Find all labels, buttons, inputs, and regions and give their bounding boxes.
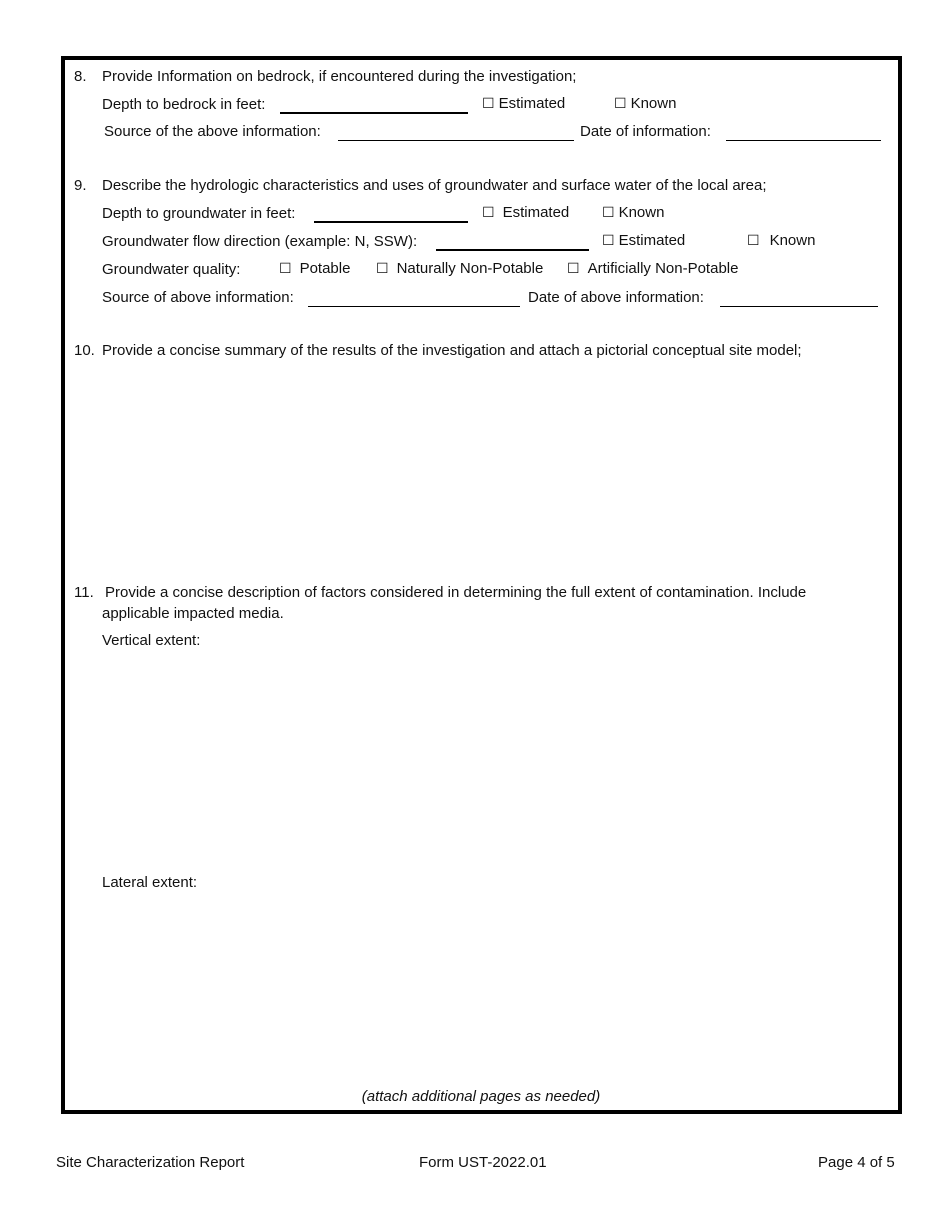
checkbox-label: Estimated — [618, 232, 686, 249]
bedrock-date-field[interactable] — [726, 140, 881, 141]
flow-direction-field[interactable] — [436, 249, 589, 251]
checkbox-label: Potable — [299, 260, 351, 277]
attach-pages-note: (attach additional pages as needed) — [361, 1088, 601, 1105]
q8-depth-label: Depth to bedrock in feet: — [102, 96, 266, 113]
bedrock-estimated-checkbox[interactable] — [482, 95, 565, 113]
q9-number: 9. — [74, 177, 87, 194]
checkbox-label: Known — [630, 95, 677, 112]
summary-response-area[interactable] — [100, 366, 880, 566]
checkbox-icon: ☐ — [279, 261, 292, 277]
groundwater-depth-field[interactable] — [314, 221, 468, 223]
q8-number: 8. — [74, 68, 87, 85]
checkbox-icon: ☐ — [482, 205, 495, 221]
checkbox-icon: ☐ — [376, 261, 389, 277]
groundwater-depth-estimated-checkbox[interactable] — [482, 204, 569, 222]
quality-potable-checkbox[interactable] — [279, 260, 350, 278]
q11-number: 11. — [74, 584, 94, 601]
bedrock-source-field[interactable] — [338, 140, 574, 141]
q11-question-line2: applicable impacted media. — [102, 605, 284, 622]
checkbox-icon: ☐ — [482, 96, 495, 112]
checkbox-icon: ☐ — [747, 233, 760, 249]
q10-number: 10. — [74, 342, 95, 359]
bedrock-depth-field[interactable] — [280, 112, 468, 114]
bedrock-known-checkbox[interactable] — [614, 95, 676, 113]
groundwater-depth-known-checkbox[interactable] — [602, 204, 664, 222]
quality-naturally-non-potable-checkbox[interactable] — [376, 260, 543, 278]
q8-date-label: Date of information: — [580, 123, 711, 140]
checkbox-icon: ☐ — [567, 261, 580, 277]
q8-source-label: Source of the above information: — [104, 123, 321, 140]
flow-known-checkbox[interactable] — [747, 232, 815, 250]
vertical-extent-label: Vertical extent: — [102, 632, 201, 649]
checkbox-label: Known — [769, 232, 816, 249]
q9-depth-label: Depth to groundwater in feet: — [102, 205, 296, 222]
hydrologic-source-field[interactable] — [308, 306, 520, 307]
vertical-extent-response-area[interactable] — [100, 656, 880, 856]
checkbox-label: Naturally Non-Potable — [396, 260, 544, 277]
q9-date-label: Date of above information: — [528, 289, 704, 306]
q9-question: Describe the hydrologic characteristics and uses of groundwater and surface water of the local area; — [102, 177, 767, 194]
flow-estimated-checkbox[interactable] — [602, 232, 685, 250]
quality-artificially-non-potable-checkbox[interactable] — [567, 260, 738, 278]
q10-question: Provide a concise summary of the results of the investigation and attach a pictorial conceptual site model; — [102, 342, 802, 359]
q9-flow-label: Groundwater flow direction (example: N, SSW): — [102, 233, 418, 250]
checkbox-icon: ☐ — [614, 96, 627, 112]
q9-quality-label: Groundwater quality: — [102, 261, 241, 278]
checkbox-label: Estimated — [502, 204, 570, 221]
lateral-extent-response-area[interactable] — [100, 898, 880, 1078]
checkbox-label: Known — [618, 204, 665, 221]
hydrologic-date-field[interactable] — [720, 306, 878, 307]
checkbox-label: Artificially Non-Potable — [587, 260, 739, 277]
footer-page-number: Page 4 of 5 — [818, 1154, 895, 1171]
footer-form-number: Form UST-2022.01 — [419, 1154, 547, 1171]
lateral-extent-label: Lateral extent: — [102, 874, 198, 891]
checkbox-icon: ☐ — [602, 205, 615, 221]
q8-question: Provide Information on bedrock, if encountered during the investigation; — [102, 68, 577, 85]
q11-question-line1: Provide a concise description of factors considered in determining the full extent of contamination. Include — [105, 584, 807, 601]
q9-source-label: Source of above information: — [102, 289, 294, 306]
checkbox-icon: ☐ — [602, 233, 615, 249]
checkbox-label: Estimated — [498, 95, 566, 112]
footer-report-title: Site Characterization Report — [56, 1154, 245, 1171]
